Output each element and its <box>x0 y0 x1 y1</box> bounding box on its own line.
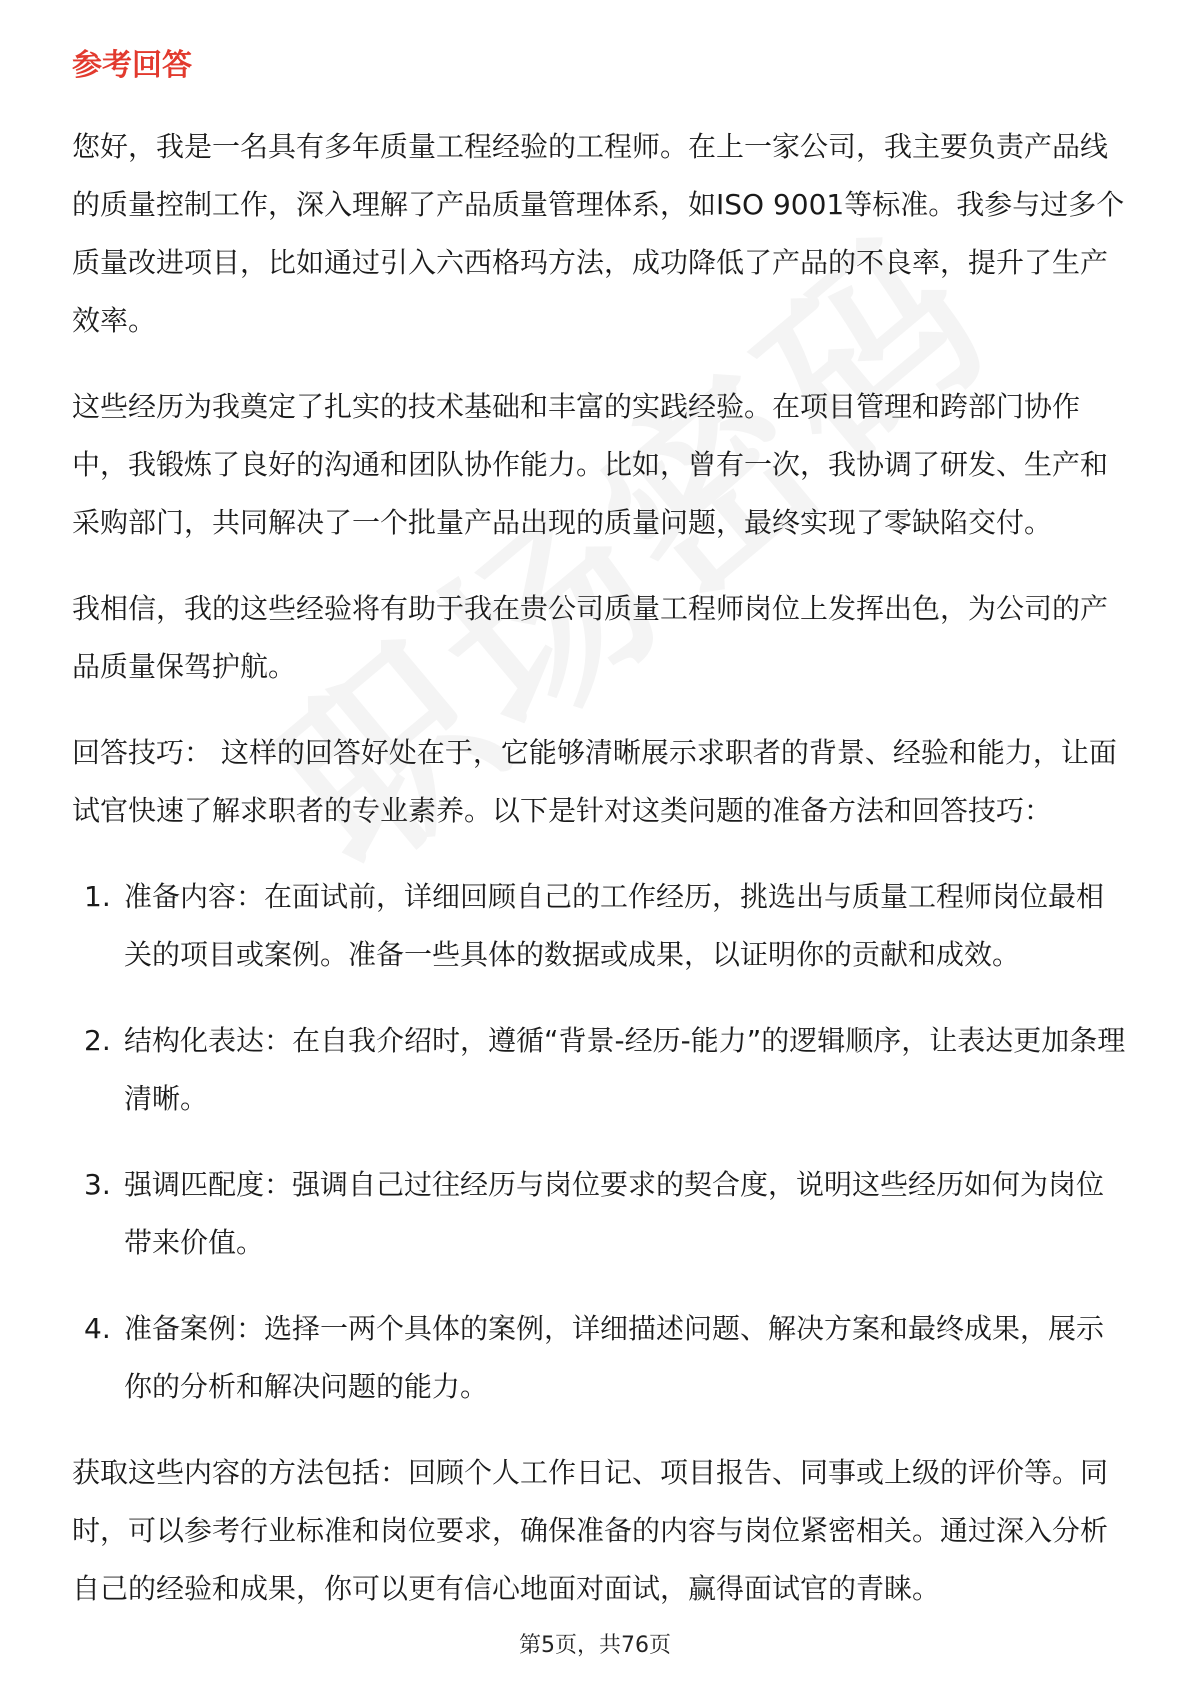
list-item-number: 3. <box>84 1168 111 1201</box>
list-item-number: 4. <box>84 1312 111 1345</box>
tips-list <box>72 868 1127 1416</box>
list-item-text: 准备案例：选择一两个具体的案例，详细描述问题、解决方案和最终成果，展示你的分析和解决问题的能力。 <box>124 1312 1105 1403</box>
list-item-number: 2. <box>84 1024 111 1057</box>
page-number: 第5页，共76页 <box>519 1633 671 1658</box>
section-heading: 参考回答 <box>72 48 192 83</box>
list-item-number: 1. <box>84 880 111 913</box>
list-item <box>72 868 1127 984</box>
paragraph-experience: 这些经历为我奠定了扎实的技术基础和丰富的实践经验。在项目管理和跨部门协作中，我锻炼了良好的沟通和团队协作能力。比如，曾有一次，我协调了研发、生产和采购部门，共同解决了一个批量产品出现的质量问题，最终实现了零缺陷交付。 <box>72 390 1109 539</box>
paragraph-tips-intro: 回答技巧： 这样的回答好处在于，它能够清晰展示求职者的背景、经验和能力，让面试官快速了解求职者的专业素养。以下是针对这类问题的准备方法和回答技巧： <box>72 736 1117 827</box>
paragraph-methods: 获取这些内容的方法包括：回顾个人工作日记、项目报告、同事或上级的评价等。同时，可以参考行业标准和岗位要求，确保准备的内容与岗位紧密相关。通过深入分析自己的经验和成果，你可以更有信心地面对面试，赢得面试官的青睐。 <box>72 1456 1109 1605</box>
list-item <box>72 1300 1127 1416</box>
list-item <box>72 1012 1127 1128</box>
list-item <box>72 1156 1127 1272</box>
list-item-text: 准备内容：在面试前，详细回顾自己的工作经历，挑选出与质量工程师岗位最相关的项目或案例。准备一些具体的数据或成果，以证明你的贡献和成效。 <box>124 880 1105 971</box>
paragraph-intro: 您好，我是一名具有多年质量工程经验的工程师。在上一家公司，我主要负责产品线的质量控制工作，深入理解了产品质量管理体系，如ISO 9001等标准。我参与过多个质量改进项目，比如通过引入六西格玛方法，成功降低了产品的不良率，提升了生产效率。 <box>72 130 1125 337</box>
answer-content <box>72 118 1127 1646</box>
list-item-text: 结构化表达：在自我介绍时，遵循“背景-经历-能力”的逻辑顺序，让表达更加条理清晰。 <box>124 1024 1126 1115</box>
list-item-text: 强调匹配度：强调自己过往经历与岗位要求的契合度，说明这些经历如何为岗位带来价值。 <box>124 1168 1105 1259</box>
paragraph-conclusion: 我相信，我的这些经验将有助于我在贵公司质量工程师岗位上发挥出色，为公司的产品质量保驾护航。 <box>72 592 1109 683</box>
